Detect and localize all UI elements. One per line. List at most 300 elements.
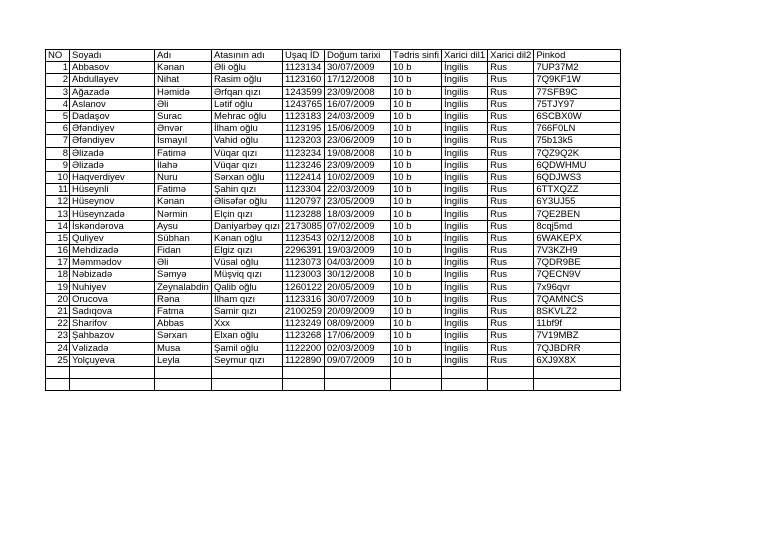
birth-date-cell[interactable]: 20/05/2009	[325, 281, 391, 293]
father-name-cell[interactable]: Vüqar qızı	[212, 147, 283, 159]
birth-date-cell[interactable]: 15/06/2009	[325, 123, 391, 135]
father-name-cell[interactable]: Lətif oğlu	[212, 98, 283, 110]
foreign-language-1-cell[interactable]: İngilis	[441, 86, 487, 98]
birth-date-cell[interactable]: 24/03/2009	[325, 110, 391, 122]
pincode-cell[interactable]: 7Q9KF1W	[534, 74, 621, 86]
empty-cell[interactable]	[488, 379, 534, 391]
foreign-language-1-cell[interactable]: İngilis	[441, 135, 487, 147]
name-cell[interactable]: Fatimə	[155, 184, 212, 196]
foreign-language-1-cell[interactable]: İngilis	[441, 354, 487, 366]
foreign-language-2-cell[interactable]: Rus	[488, 208, 534, 220]
table-row	[46, 98, 621, 110]
birth-date-cell[interactable]: 07/02/2009	[325, 220, 391, 232]
table-row	[46, 62, 621, 74]
father-name-cell[interactable]: Əli oğlu	[212, 62, 283, 74]
header-foreign-language-2[interactable]: Xarici dil2	[488, 50, 534, 62]
foreign-language-1-cell[interactable]: İngilis	[441, 208, 487, 220]
empty-cell[interactable]	[283, 379, 325, 391]
foreign-language-1-cell[interactable]: İngilis	[441, 159, 487, 171]
pincode-cell[interactable]: 6SCBX0W	[534, 110, 621, 122]
foreign-language-1-cell[interactable]: İngilis	[441, 281, 487, 293]
table-row	[46, 245, 621, 257]
empty-cell[interactable]	[534, 379, 621, 391]
row-number-cell[interactable]: 3	[46, 86, 70, 98]
surname-cell[interactable]: İskəndərova	[70, 220, 155, 232]
pincode-cell[interactable]: 7QAMNCS	[534, 293, 621, 305]
father-name-cell[interactable]: Mehrac oğlu	[212, 110, 283, 122]
surname-cell[interactable]: Əfəndiyev	[70, 123, 155, 135]
row-number-cell[interactable]: 17	[46, 257, 70, 269]
class-cell[interactable]: 10 b	[391, 305, 442, 317]
table-row	[46, 159, 621, 171]
foreign-language-1-cell[interactable]: İngilis	[441, 184, 487, 196]
class-cell[interactable]: 10 b	[391, 62, 442, 74]
foreign-language-2-cell[interactable]: Rus	[488, 74, 534, 86]
pincode-cell[interactable]: 7QE2BEN	[534, 208, 621, 220]
table-row	[46, 147, 621, 159]
birth-date-cell[interactable]: 02/03/2009	[325, 342, 391, 354]
class-cell[interactable]: 10 b	[391, 74, 442, 86]
pincode-cell[interactable]: 6QDJWS3	[534, 171, 621, 183]
surname-cell[interactable]: Hüseynli	[70, 184, 155, 196]
surname-cell[interactable]: Yolçuyeva	[70, 354, 155, 366]
father-name-cell[interactable]: Əlisəfər oğlu	[212, 196, 283, 208]
name-cell[interactable]: Leyla	[155, 354, 212, 366]
birth-date-cell[interactable]: 10/02/2009	[325, 171, 391, 183]
pincode-cell[interactable]: 6WAKEPX	[534, 232, 621, 244]
child-id-cell[interactable]: 1123073	[283, 257, 325, 269]
name-cell[interactable]: Sərxan	[155, 330, 212, 342]
father-name-cell[interactable]: Elgiz qızı	[212, 245, 283, 257]
row-number-cell[interactable]: 7	[46, 135, 70, 147]
surname-cell[interactable]: Abbasov	[70, 62, 155, 74]
name-cell[interactable]: Zeynalabdin	[155, 281, 212, 293]
pincode-cell[interactable]: 7V3KZH9	[534, 245, 621, 257]
foreign-language-2-cell[interactable]: Rus	[488, 245, 534, 257]
father-name-cell[interactable]: Elxan oğlu	[212, 330, 283, 342]
pincode-cell[interactable]: 7UP37M2	[534, 62, 621, 74]
class-cell[interactable]: 10 b	[391, 342, 442, 354]
father-name-cell[interactable]: İlham qızı	[212, 293, 283, 305]
name-cell[interactable]: Rəna	[155, 293, 212, 305]
foreign-language-1-cell[interactable]: İngilis	[441, 123, 487, 135]
row-number-cell[interactable]: 12	[46, 196, 70, 208]
birth-date-cell[interactable]: 04/03/2009	[325, 257, 391, 269]
table-row	[46, 171, 621, 183]
father-name-cell[interactable]: Vüsal oğlu	[212, 257, 283, 269]
father-name-cell[interactable]: Şahin qızı	[212, 184, 283, 196]
foreign-language-1-cell[interactable]: İngilis	[441, 342, 487, 354]
table-row	[46, 293, 621, 305]
surname-cell[interactable]: Sadıqova	[70, 305, 155, 317]
child-id-cell[interactable]: 1123268	[283, 330, 325, 342]
row-number-cell[interactable]: 10	[46, 171, 70, 183]
table-row	[46, 232, 621, 244]
row-number-cell[interactable]: 6	[46, 123, 70, 135]
child-id-cell[interactable]: 1123195	[283, 123, 325, 135]
class-cell[interactable]: 10 b	[391, 98, 442, 110]
birth-date-cell[interactable]: 19/08/2008	[325, 147, 391, 159]
birth-date-cell[interactable]: 23/09/2008	[325, 86, 391, 98]
class-cell[interactable]: 10 b	[391, 110, 442, 122]
foreign-language-1-cell[interactable]: İngilis	[441, 171, 487, 183]
child-id-cell[interactable]: 1122414	[283, 171, 325, 183]
student-table	[45, 49, 621, 391]
name-cell[interactable]: Ənvər	[155, 123, 212, 135]
foreign-language-2-cell[interactable]: Rus	[488, 257, 534, 269]
pincode-cell[interactable]: 8cqj5md	[534, 220, 621, 232]
birth-date-cell[interactable]: 22/03/2009	[325, 184, 391, 196]
surname-cell[interactable]: Aslanov	[70, 98, 155, 110]
row-number-cell[interactable]: 9	[46, 159, 70, 171]
birth-date-cell[interactable]: 23/06/2009	[325, 135, 391, 147]
class-cell[interactable]: 10 b	[391, 330, 442, 342]
surname-cell[interactable]: Haqverdiyev	[70, 171, 155, 183]
child-id-cell[interactable]: 1123003	[283, 269, 325, 281]
birth-date-cell[interactable]: 16/07/2009	[325, 98, 391, 110]
pincode-cell[interactable]: 75TJY97	[534, 98, 621, 110]
foreign-language-2-cell[interactable]: Rus	[488, 330, 534, 342]
birth-date-cell[interactable]: 30/12/2008	[325, 269, 391, 281]
birth-date-cell[interactable]: 02/12/2008	[325, 232, 391, 244]
name-cell[interactable]: İlahə	[155, 159, 212, 171]
table-row	[46, 269, 621, 281]
header-foreign-language-1[interactable]: Xarici dil1	[441, 50, 487, 62]
class-cell[interactable]: 10 b	[391, 159, 442, 171]
row-number-cell[interactable]: 15	[46, 232, 70, 244]
class-cell[interactable]: 10 b	[391, 171, 442, 183]
pincode-cell[interactable]: 7V19MBZ	[534, 330, 621, 342]
class-cell[interactable]: 10 b	[391, 196, 442, 208]
birth-date-cell[interactable]: 23/05/2009	[325, 196, 391, 208]
empty-cell[interactable]	[212, 366, 283, 378]
row-number-cell[interactable]: 14	[46, 220, 70, 232]
surname-cell[interactable]: Dadaşov	[70, 110, 155, 122]
name-cell[interactable]: İsmayıl	[155, 135, 212, 147]
foreign-language-1-cell[interactable]: İngilis	[441, 62, 487, 74]
child-id-cell[interactable]: 1123316	[283, 293, 325, 305]
child-id-cell[interactable]: 1243765	[283, 98, 325, 110]
header-no[interactable]: NO	[46, 50, 70, 62]
name-cell[interactable]: Əli	[155, 98, 212, 110]
class-cell[interactable]: 10 b	[391, 318, 442, 330]
child-id-cell[interactable]: 1243599	[283, 86, 325, 98]
father-name-cell[interactable]: Qalib oğlu	[212, 281, 283, 293]
pincode-cell[interactable]: 7QDR9BE	[534, 257, 621, 269]
pincode-cell[interactable]: 7QJBDRR	[534, 342, 621, 354]
child-id-cell[interactable]: 1123234	[283, 147, 325, 159]
name-cell[interactable]: Aysu	[155, 220, 212, 232]
father-name-cell[interactable]: Daniyarbəy qızı	[212, 220, 283, 232]
row-number-cell[interactable]: 1	[46, 62, 70, 74]
foreign-language-2-cell[interactable]: Rus	[488, 220, 534, 232]
foreign-language-1-cell[interactable]: İngilis	[441, 293, 487, 305]
pincode-cell[interactable]: 7QZ9Q2K	[534, 147, 621, 159]
row-number-cell[interactable]: 25	[46, 354, 70, 366]
row-number-cell[interactable]: 8	[46, 147, 70, 159]
foreign-language-1-cell[interactable]: İngilis	[441, 232, 487, 244]
name-cell[interactable]: Həmidə	[155, 86, 212, 98]
class-cell[interactable]: 10 b	[391, 208, 442, 220]
name-cell[interactable]: Fatimə	[155, 147, 212, 159]
row-number-cell[interactable]: 2	[46, 74, 70, 86]
father-name-cell[interactable]: Kənan oğlu	[212, 232, 283, 244]
class-cell[interactable]: 10 b	[391, 232, 442, 244]
foreign-language-1-cell[interactable]: İngilis	[441, 147, 487, 159]
father-name-cell[interactable]: Vüqar qızı	[212, 159, 283, 171]
child-id-cell[interactable]: 1123134	[283, 62, 325, 74]
empty-cell[interactable]	[46, 366, 70, 378]
foreign-language-2-cell[interactable]: Rus	[488, 147, 534, 159]
foreign-language-1-cell[interactable]: İngilis	[441, 220, 487, 232]
father-name-cell[interactable]: İlham oğlu	[212, 123, 283, 135]
empty-cell[interactable]	[70, 379, 155, 391]
foreign-language-2-cell[interactable]: Rus	[488, 110, 534, 122]
child-id-cell[interactable]: 1260122	[283, 281, 325, 293]
table-row	[46, 208, 621, 220]
birth-date-cell[interactable]: 30/07/2009	[325, 62, 391, 74]
surname-cell[interactable]: Əlizadə	[70, 159, 155, 171]
row-number-cell[interactable]: 23	[46, 330, 70, 342]
row-number-cell[interactable]: 20	[46, 293, 70, 305]
foreign-language-2-cell[interactable]: Rus	[488, 305, 534, 317]
table-row	[46, 123, 621, 135]
class-cell[interactable]: 10 b	[391, 135, 442, 147]
child-id-cell[interactable]: 1123246	[283, 159, 325, 171]
foreign-language-2-cell[interactable]: Rus	[488, 318, 534, 330]
foreign-language-2-cell[interactable]: Rus	[488, 159, 534, 171]
child-id-cell[interactable]: 1122200	[283, 342, 325, 354]
foreign-language-1-cell[interactable]: İngilis	[441, 196, 487, 208]
foreign-language-2-cell[interactable]: Rus	[488, 293, 534, 305]
pincode-cell[interactable]: 6Y3UJ55	[534, 196, 621, 208]
row-number-cell[interactable]: 16	[46, 245, 70, 257]
child-id-cell[interactable]: 2296391	[283, 245, 325, 257]
name-cell[interactable]: Musa	[155, 342, 212, 354]
empty-cell[interactable]	[441, 366, 487, 378]
header-child-id[interactable]: Uşaq İD	[283, 50, 325, 62]
empty-row	[46, 379, 621, 391]
name-cell[interactable]: Nuru	[155, 171, 212, 183]
child-id-cell[interactable]: 1123304	[283, 184, 325, 196]
pincode-cell[interactable]: 6TTXQZZ	[534, 184, 621, 196]
surname-cell[interactable]: Hüseynov	[70, 196, 155, 208]
name-cell[interactable]: Kənan	[155, 62, 212, 74]
pincode-cell[interactable]: 7x96qvr	[534, 281, 621, 293]
empty-cell[interactable]	[283, 366, 325, 378]
surname-cell[interactable]: Əlizadə	[70, 147, 155, 159]
empty-cell[interactable]	[325, 379, 391, 391]
foreign-language-1-cell[interactable]: İngilis	[441, 110, 487, 122]
surname-cell[interactable]: Sharifov	[70, 318, 155, 330]
surname-cell[interactable]: Ağazadə	[70, 86, 155, 98]
father-name-cell[interactable]: Xxx	[212, 318, 283, 330]
foreign-language-2-cell[interactable]: Rus	[488, 354, 534, 366]
father-name-cell[interactable]: Vahid oğlu	[212, 135, 283, 147]
pincode-cell[interactable]: 11bf9f	[534, 318, 621, 330]
empty-cell[interactable]	[155, 366, 212, 378]
surname-cell[interactable]: Hüseynzadə	[70, 208, 155, 220]
foreign-language-2-cell[interactable]: Rus	[488, 123, 534, 135]
foreign-language-2-cell[interactable]: Rus	[488, 232, 534, 244]
surname-cell[interactable]: Məmmədov	[70, 257, 155, 269]
header-pincode[interactable]: Pinkod	[534, 50, 621, 62]
table-row	[46, 354, 621, 366]
class-cell[interactable]: 10 b	[391, 147, 442, 159]
pincode-cell[interactable]: 6QDWHMU	[534, 159, 621, 171]
birth-date-cell[interactable]: 17/12/2008	[325, 74, 391, 86]
father-name-cell[interactable]: Rasim oğlu	[212, 74, 283, 86]
father-name-cell[interactable]: Şamil oğlu	[212, 342, 283, 354]
foreign-language-2-cell[interactable]: Rus	[488, 171, 534, 183]
surname-cell[interactable]: Orucova	[70, 293, 155, 305]
pincode-cell[interactable]: 766F0LN	[534, 123, 621, 135]
birth-date-cell[interactable]: 09/07/2009	[325, 354, 391, 366]
child-id-cell[interactable]: 1123183	[283, 110, 325, 122]
name-cell[interactable]: Abbas	[155, 318, 212, 330]
empty-cell[interactable]	[70, 366, 155, 378]
birth-date-cell[interactable]: 17/06/2009	[325, 330, 391, 342]
surname-cell[interactable]: Quliyev	[70, 232, 155, 244]
surname-cell[interactable]: Abdullayev	[70, 74, 155, 86]
foreign-language-1-cell[interactable]: İngilis	[441, 269, 487, 281]
father-name-cell[interactable]: Samir qızı	[212, 305, 283, 317]
surname-cell[interactable]: Mehdizadə	[70, 245, 155, 257]
foreign-language-2-cell[interactable]: Rus	[488, 86, 534, 98]
row-number-cell[interactable]: 21	[46, 305, 70, 317]
row-number-cell[interactable]: 11	[46, 184, 70, 196]
surname-cell[interactable]: Nuhiyev	[70, 281, 155, 293]
father-name-cell[interactable]: Sərxan oğlu	[212, 171, 283, 183]
class-cell[interactable]: 10 b	[391, 245, 442, 257]
empty-cell[interactable]	[391, 366, 442, 378]
surname-cell[interactable]: Vəlizadə	[70, 342, 155, 354]
child-id-cell[interactable]: 1122890	[283, 354, 325, 366]
class-cell[interactable]: 10 b	[391, 123, 442, 135]
child-id-cell[interactable]: 1123203	[283, 135, 325, 147]
birth-date-cell[interactable]: 23/09/2009	[325, 159, 391, 171]
header-father-name[interactable]: Atasının adı	[212, 50, 283, 62]
empty-cell[interactable]	[488, 366, 534, 378]
row-number-cell[interactable]: 19	[46, 281, 70, 293]
foreign-language-2-cell[interactable]: Rus	[488, 135, 534, 147]
class-cell[interactable]: 10 b	[391, 257, 442, 269]
table-row	[46, 196, 621, 208]
pincode-cell[interactable]: 77SFB9C	[534, 86, 621, 98]
birth-date-cell[interactable]: 30/07/2009	[325, 293, 391, 305]
father-name-cell[interactable]: Müşviq qızı	[212, 269, 283, 281]
child-id-cell[interactable]: 1120797	[283, 196, 325, 208]
class-cell[interactable]: 10 b	[391, 293, 442, 305]
empty-cell[interactable]	[534, 366, 621, 378]
foreign-language-2-cell[interactable]: Rus	[488, 342, 534, 354]
empty-cell[interactable]	[212, 379, 283, 391]
row-number-cell[interactable]: 24	[46, 342, 70, 354]
pincode-cell[interactable]: 7QECN9V	[534, 269, 621, 281]
foreign-language-2-cell[interactable]: Rus	[488, 281, 534, 293]
name-cell[interactable]: Surac	[155, 110, 212, 122]
father-name-cell[interactable]: Ərfqan qızı	[212, 86, 283, 98]
child-id-cell[interactable]: 1123160	[283, 74, 325, 86]
child-id-cell[interactable]: 1123249	[283, 318, 325, 330]
class-cell[interactable]: 10 b	[391, 281, 442, 293]
child-id-cell[interactable]: 2100259	[283, 305, 325, 317]
child-id-cell[interactable]: 1123288	[283, 208, 325, 220]
class-cell[interactable]: 10 b	[391, 220, 442, 232]
header-surname[interactable]: Soyadı	[70, 50, 155, 62]
empty-cell[interactable]	[325, 366, 391, 378]
foreign-language-2-cell[interactable]: Rus	[488, 269, 534, 281]
class-cell[interactable]: 10 b	[391, 86, 442, 98]
header-name[interactable]: Adı	[155, 50, 212, 62]
foreign-language-1-cell[interactable]: İngilis	[441, 318, 487, 330]
name-cell[interactable]: Kənan	[155, 196, 212, 208]
row-number-cell[interactable]: 13	[46, 208, 70, 220]
foreign-language-1-cell[interactable]: İngilis	[441, 305, 487, 317]
header-row	[46, 50, 621, 62]
row-number-cell[interactable]: 4	[46, 98, 70, 110]
table-row	[46, 257, 621, 269]
row-number-cell[interactable]: 5	[46, 110, 70, 122]
name-cell[interactable]: Əli	[155, 257, 212, 269]
row-number-cell[interactable]: 22	[46, 318, 70, 330]
table-row	[46, 110, 621, 122]
pincode-cell[interactable]: 6XJ9X8X	[534, 354, 621, 366]
foreign-language-1-cell[interactable]: İngilis	[441, 98, 487, 110]
empty-cell[interactable]	[391, 379, 442, 391]
birth-date-cell[interactable]: 08/09/2009	[325, 318, 391, 330]
birth-date-cell[interactable]: 18/03/2009	[325, 208, 391, 220]
empty-cell[interactable]	[155, 379, 212, 391]
foreign-language-1-cell[interactable]: İngilis	[441, 257, 487, 269]
name-cell[interactable]: Fidan	[155, 245, 212, 257]
foreign-language-2-cell[interactable]: Rus	[488, 62, 534, 74]
name-cell[interactable]: Sübhan	[155, 232, 212, 244]
pincode-cell[interactable]: 75b13k5	[534, 135, 621, 147]
foreign-language-1-cell[interactable]: İngilis	[441, 330, 487, 342]
class-cell[interactable]: 10 b	[391, 269, 442, 281]
header-birth-date[interactable]: Doğum tarixi	[325, 50, 391, 62]
class-cell[interactable]: 10 b	[391, 184, 442, 196]
foreign-language-2-cell[interactable]: Rus	[488, 184, 534, 196]
empty-cell[interactable]	[46, 379, 70, 391]
father-name-cell[interactable]: Seymur qızı	[212, 354, 283, 366]
table-row	[46, 342, 621, 354]
class-cell[interactable]: 10 b	[391, 354, 442, 366]
birth-date-cell[interactable]: 19/03/2009	[325, 245, 391, 257]
surname-cell[interactable]: Nəbizadə	[70, 269, 155, 281]
pincode-cell[interactable]: 8SKVLZ2	[534, 305, 621, 317]
name-cell[interactable]: Səmyə	[155, 269, 212, 281]
father-name-cell[interactable]: Elçin qızı	[212, 208, 283, 220]
name-cell[interactable]: Nərmin	[155, 208, 212, 220]
name-cell[interactable]: Fatma	[155, 305, 212, 317]
table-row	[46, 135, 621, 147]
surname-cell[interactable]: Şahbazov	[70, 330, 155, 342]
child-id-cell[interactable]: 1123543	[283, 232, 325, 244]
foreign-language-2-cell[interactable]: Rus	[488, 98, 534, 110]
child-id-cell[interactable]: 2173085	[283, 220, 325, 232]
header-class[interactable]: Tədris sinfi	[391, 50, 442, 62]
empty-cell[interactable]	[441, 379, 487, 391]
foreign-language-1-cell[interactable]: İngilis	[441, 74, 487, 86]
foreign-language-1-cell[interactable]: İngilis	[441, 245, 487, 257]
row-number-cell[interactable]: 18	[46, 269, 70, 281]
name-cell[interactable]: Nihat	[155, 74, 212, 86]
foreign-language-2-cell[interactable]: Rus	[488, 196, 534, 208]
surname-cell[interactable]: Əfəndiyev	[70, 135, 155, 147]
birth-date-cell[interactable]: 20/09/2009	[325, 305, 391, 317]
